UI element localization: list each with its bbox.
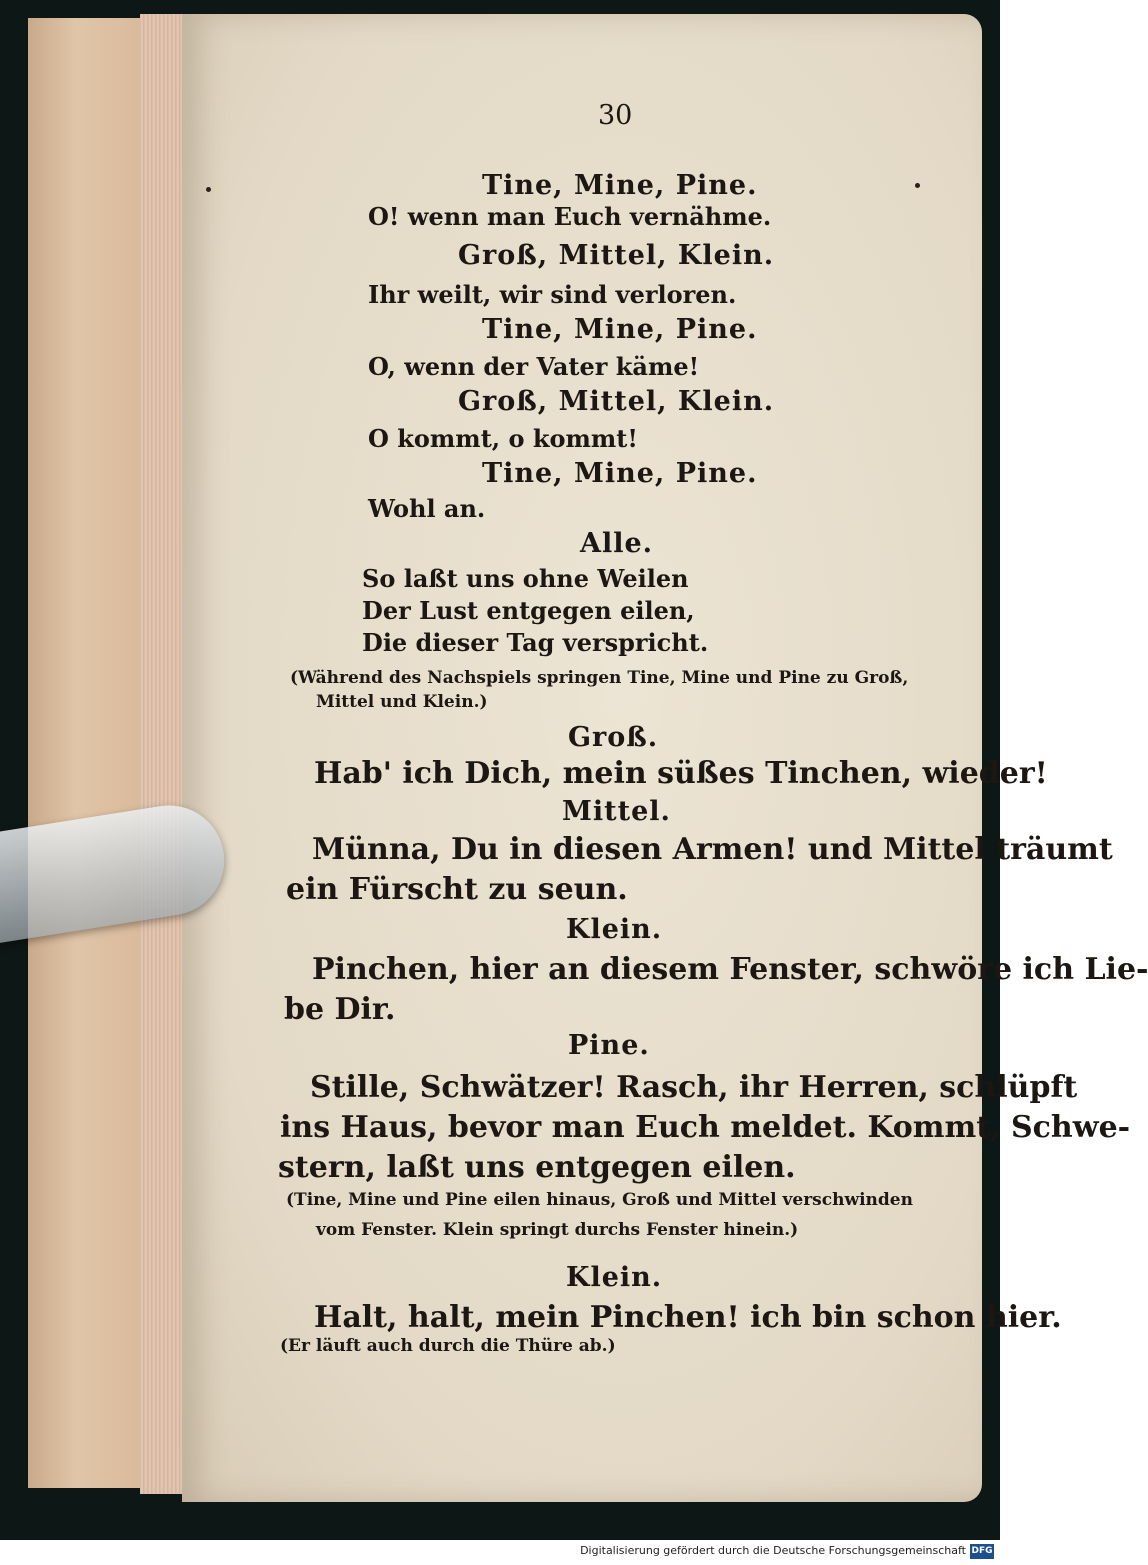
speaker-heading: Groß, Mittel, Klein. — [458, 386, 775, 417]
prose-line: ein Fürscht zu seun. — [286, 872, 628, 907]
speaker-heading: Klein. — [566, 914, 663, 945]
prose-line: Hab' ich Dich, mein süßes Tinchen, wieder! — [314, 756, 1048, 791]
speaker-heading: Groß, Mittel, Klein. — [458, 240, 775, 271]
speaker-heading: Tine, Mine, Pine. — [482, 170, 758, 201]
ink-speck — [915, 183, 920, 188]
funding-credit: Digitalisierung gefördert durch die Deutsche Forschungsgemeinschaft — [580, 1544, 966, 1557]
verse-line: Wohl an. — [368, 494, 486, 523]
prose-line: Halt, halt, mein Pinchen! ich bin schon hier. — [314, 1300, 1062, 1335]
verse-line: Die dieser Tag verspricht. — [362, 628, 709, 657]
page-number: 30 — [598, 100, 633, 131]
verse-line: O! wenn man Euch vernähme. — [368, 202, 772, 231]
book-cover-edge — [28, 18, 150, 1488]
verse-line: So laßt uns ohne Weilen — [362, 564, 689, 593]
verse-line: Der Lust entgegen eilen, — [362, 596, 695, 625]
speaker-heading: Alle. — [580, 528, 654, 559]
prose-line: ins Haus, bevor man Euch meldet. Kommt, Schwe- — [280, 1110, 1131, 1145]
verse-line: O, wenn der Vater käme! — [368, 352, 700, 381]
dfg-logo: DFG — [970, 1544, 994, 1559]
speaker-heading: Tine, Mine, Pine. — [482, 458, 758, 489]
stage-direction: (Tine, Mine und Pine eilen hinaus, Groß und Mittel verschwinden — [286, 1190, 913, 1210]
prose-line: stern, laßt uns entgegen eilen. — [278, 1150, 796, 1185]
ink-speck — [206, 187, 211, 192]
verse-line: O kommt, o kommt! — [368, 424, 638, 453]
stage-direction: vom Fenster. Klein springt durchs Fenster hinein.) — [316, 1220, 799, 1240]
prose-line: Pinchen, hier an diesem Fenster, schwöre ich Lie- — [312, 952, 1148, 987]
stage-direction: (Während des Nachspiels springen Tine, Mine und Pine zu Groß, — [290, 668, 909, 688]
footer-bar — [0, 1540, 1000, 1565]
speaker-heading: Pine. — [568, 1030, 650, 1061]
stage-direction: Mittel und Klein.) — [316, 692, 488, 712]
speaker-heading: Mittel. — [562, 796, 671, 827]
prose-line: Münna, Du in diesen Armen! und Mittel träumt — [312, 832, 1113, 867]
stage-direction: (Er läuft auch durch die Thüre ab.) — [280, 1336, 616, 1356]
prose-line: Stille, Schwätzer! Rasch, ihr Herren, schlüpft — [310, 1070, 1078, 1105]
speaker-heading: Tine, Mine, Pine. — [482, 314, 758, 345]
speaker-heading: Groß. — [568, 722, 659, 753]
speaker-heading: Klein. — [566, 1262, 663, 1293]
prose-line: be Dir. — [284, 992, 396, 1027]
verse-line: Ihr weilt, wir sind verloren. — [368, 280, 737, 309]
